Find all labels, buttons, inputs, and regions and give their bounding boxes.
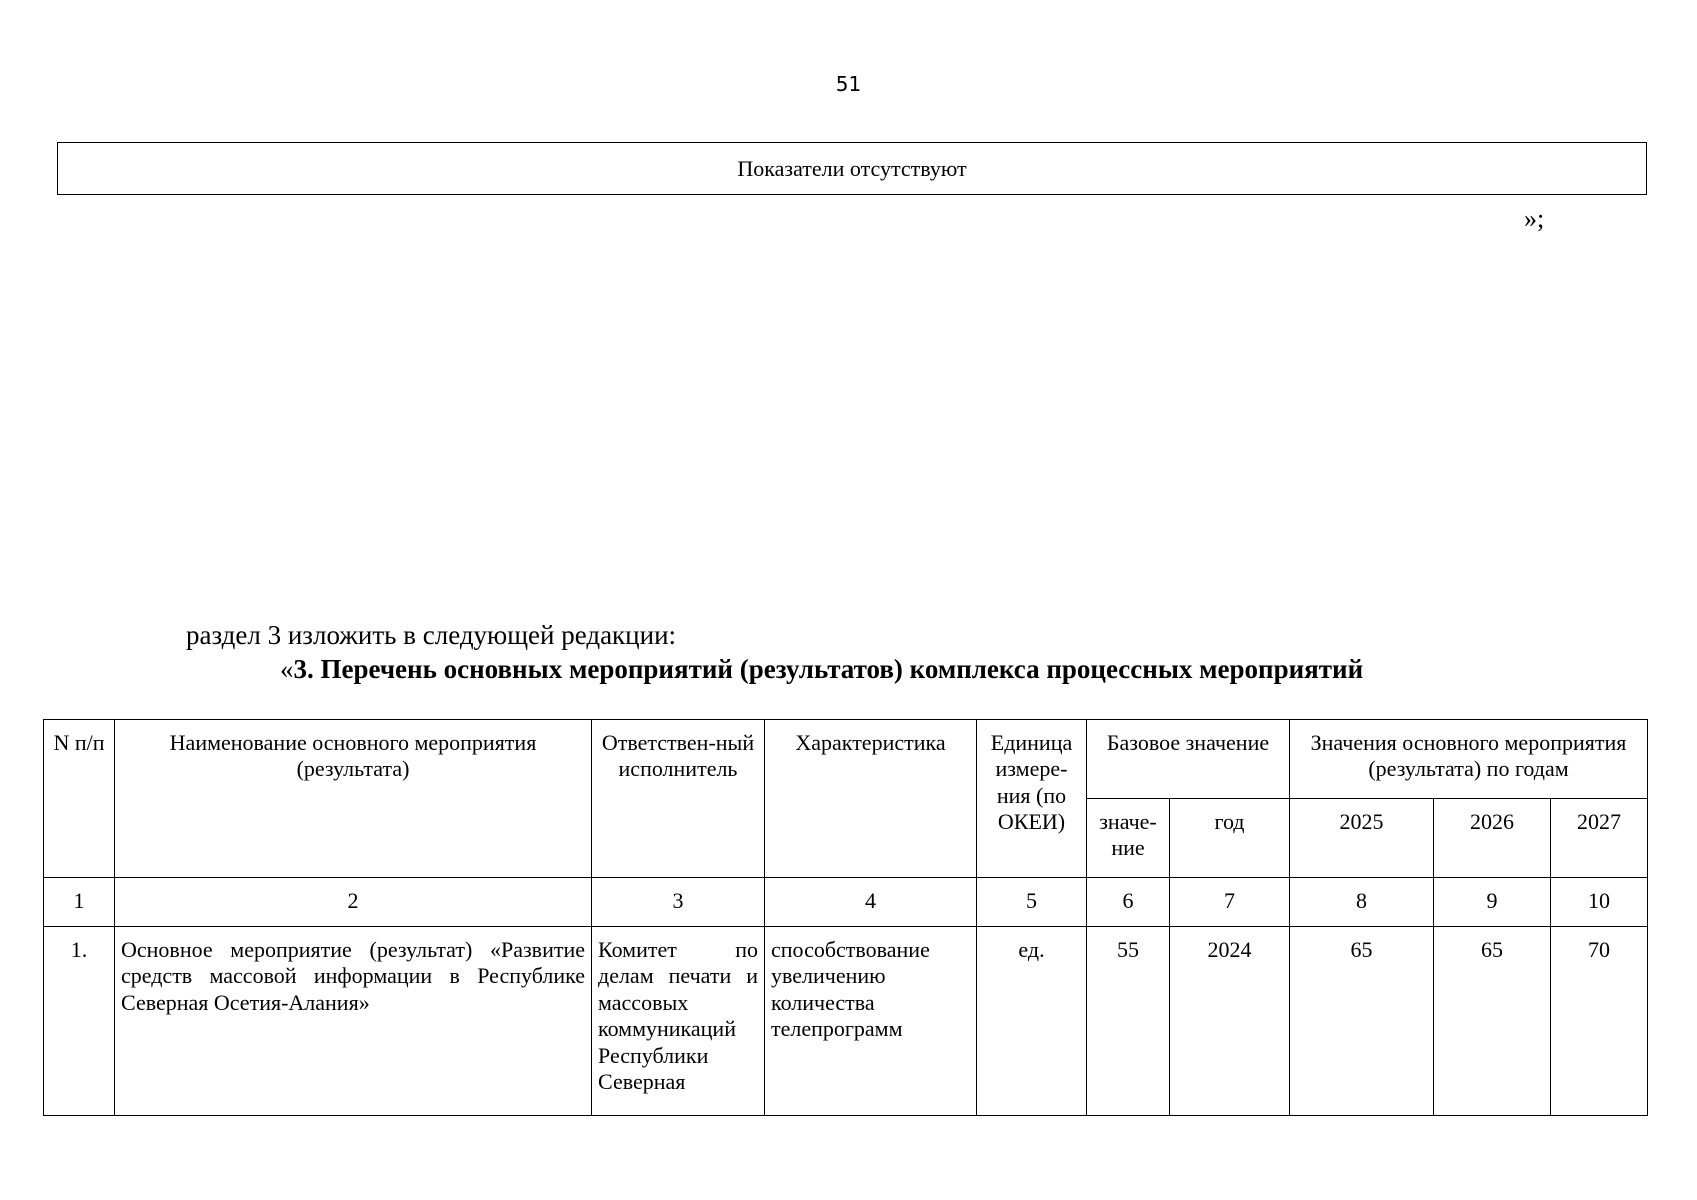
column-number: 1 bbox=[44, 878, 115, 927]
row-num: 1. bbox=[44, 927, 115, 1116]
column-number-row bbox=[44, 878, 1648, 927]
row-value-2026: 65 bbox=[1434, 927, 1551, 1116]
header-name: Наименование основного мероприятия (результата) bbox=[115, 720, 592, 878]
column-number: 5 bbox=[977, 878, 1087, 927]
intro-text: раздел 3 изложить в следующей редакции: bbox=[186, 620, 677, 650]
row-base-year: 2024 bbox=[1170, 927, 1290, 1116]
table-row bbox=[44, 927, 1648, 1116]
header-base: Базовое значение bbox=[1087, 720, 1290, 799]
column-number: 8 bbox=[1290, 878, 1434, 927]
page-number: 51 bbox=[835, 72, 862, 96]
column-number: 3 bbox=[592, 878, 765, 927]
row-name: Основное мероприятие (результат) «Развитие средств массовой информации в Республике Северная Осетия-Алания» bbox=[115, 927, 592, 1116]
column-number: 2 bbox=[115, 878, 592, 927]
header-year-2026: 2026 bbox=[1434, 799, 1551, 878]
header-row bbox=[44, 720, 1648, 799]
row-base-value: 55 bbox=[1087, 927, 1170, 1116]
header-years-group: Значения основного мероприятия (результата) по годам bbox=[1290, 720, 1648, 799]
row-value-2027: 70 bbox=[1551, 927, 1648, 1116]
column-number: 9 bbox=[1434, 878, 1551, 927]
indicators-text: Показатели отсутствуют bbox=[737, 155, 967, 181]
row-executor: Комитет по делам печати и массовых коммуникаций Республики Северная bbox=[592, 927, 765, 1116]
section-title-prefix: « bbox=[280, 654, 294, 684]
measures-table bbox=[43, 719, 1648, 1116]
header-base-value: значе-ние bbox=[1087, 799, 1170, 878]
header-base-year: год bbox=[1170, 799, 1290, 878]
row-characteristic: способствование увеличению количества телепрограмм bbox=[765, 927, 977, 1116]
row-unit: ед. bbox=[977, 927, 1087, 1116]
header-year-2027: 2027 bbox=[1551, 799, 1648, 878]
column-number: 10 bbox=[1551, 878, 1648, 927]
header-unit: Единица измере-ния (по ОКЕИ) bbox=[977, 720, 1087, 878]
indicators-box bbox=[57, 142, 1647, 195]
header-characteristic: Характеристика bbox=[765, 720, 977, 878]
header-executor: Ответствен-ный исполнитель bbox=[592, 720, 765, 878]
column-number: 7 bbox=[1170, 878, 1290, 927]
column-number: 4 bbox=[765, 878, 977, 927]
column-number: 6 bbox=[1087, 878, 1170, 927]
closing-quote: »; bbox=[1524, 204, 1545, 233]
section-title-text: 3. Перечень основных мероприятий (результатов) комплекса процессных мероприятий bbox=[293, 654, 1364, 684]
row-value-2025: 65 bbox=[1290, 927, 1434, 1116]
header-year-2025: 2025 bbox=[1290, 799, 1434, 878]
section-title bbox=[280, 654, 1363, 685]
header-num: N п/п bbox=[44, 720, 115, 878]
